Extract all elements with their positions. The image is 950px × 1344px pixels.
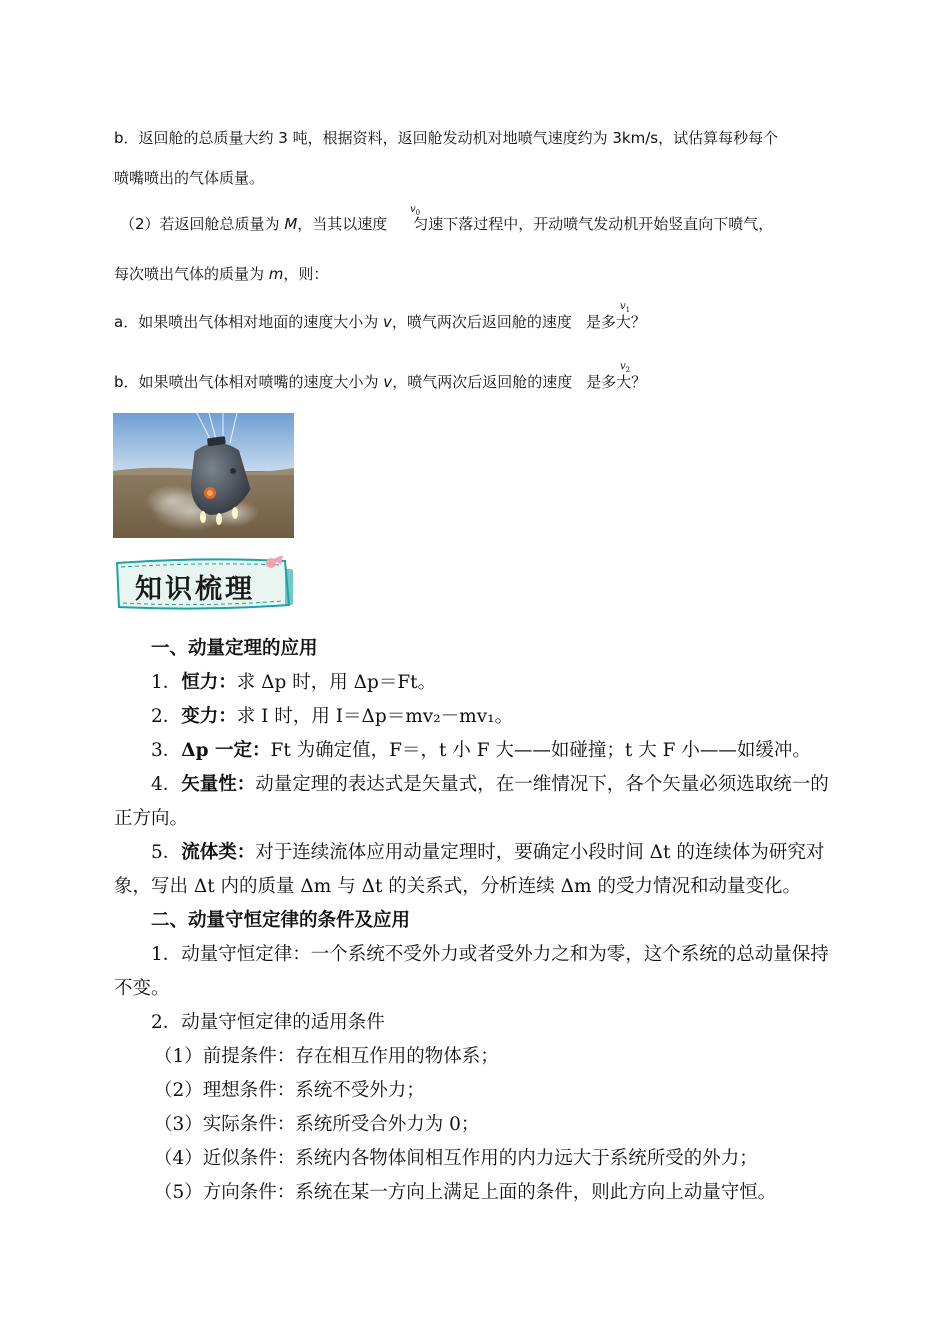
- condition-3: （3）实际条件：系统所受合外力为 0；: [154, 1114, 480, 1135]
- return-capsule-photo: [113, 413, 294, 538]
- question-2a: a．如果喷出气体相对地面的速度大小为 v，喷气两次后返回舱的速度 是多大？: [114, 313, 646, 331]
- condition-4: （4）近似条件：系统内各物体间相互作用的内力远大于系统所受的外力；: [154, 1148, 758, 1169]
- section-2-heading: 二、动量守恒定律的条件及应用: [151, 910, 411, 931]
- section-2-item-1: 1．动量守恒定律：一个系统不受外力或者受外力之和为零，这个系统的总动量保持不变。: [114, 944, 829, 999]
- condition-2: （2）理想条件：系统不受外力；: [154, 1080, 425, 1101]
- v0-symbol: $v_0$: [410, 204, 421, 217]
- banner-title: 知识梳理: [135, 574, 255, 605]
- problem-b-line2: 喷嘴喷出的气体质量。: [114, 169, 265, 187]
- section-1-item-3: 3．Δp 一定：Ft 为确定值，F＝，t 小 F 大——如碰撞；t 大 F 小——如缓冲。: [151, 740, 811, 761]
- section-2-item-2: 2．动量守恒定律的适用条件: [151, 1012, 385, 1033]
- section-1: [114, 632, 838, 1210]
- section-1-heading: 一、动量定理的应用: [151, 638, 318, 659]
- condition-1: （1）前提条件：存在相互作用的物体系；: [154, 1046, 499, 1067]
- section-1-item-2: 2．变力：求 I 时，用 I＝Δp＝mv₂－mv₁。: [151, 706, 514, 727]
- section-1-item-4: 4．矢量性：动量定理的表达式是矢量式，在一维情况下，各个矢量必须选取统一的正方向。: [114, 774, 829, 829]
- question-2b: b．如果喷出气体相对喷嘴的速度大小为 v，喷气两次后返回舱的速度 是多大？: [114, 373, 647, 391]
- v2-symbol: $v_2$: [620, 361, 631, 374]
- problem-b-line1: b．返回舱的总质量大约 3 吨，根据资料，返回舱发动机对地喷气速度约为 3km/s，试估算每秒每个: [114, 129, 779, 147]
- condition-5: （5）方向条件：系统在某一方向上满足上面的条件，则此方向上动量守恒。: [154, 1182, 777, 1203]
- var-M: M: [284, 215, 298, 233]
- knowledge-review-banner: [113, 555, 295, 613]
- v1-symbol: $v_1$: [620, 301, 631, 314]
- section-1-item-5: 5．流体类：对于连续流体应用动量定理时，要确定小段时间 Δt 的连续体为研究对象，写出 Δt 内的质量 Δm 与 Δt 的关系式，分析连续 Δm 的受力情况和动量变化。: [114, 842, 825, 897]
- question-2-line2: 每次喷出气体的质量为 m，则：: [114, 265, 329, 283]
- section-1-item-1: 1．恒力：求 Δp 时，用 Δp＝Ft。: [151, 672, 437, 693]
- question-2-line1: （2）若返回舱总质量为 M，当其以速度 匀速下落过程中，开动喷气发动机开始竖直向下喷气，: [120, 215, 774, 233]
